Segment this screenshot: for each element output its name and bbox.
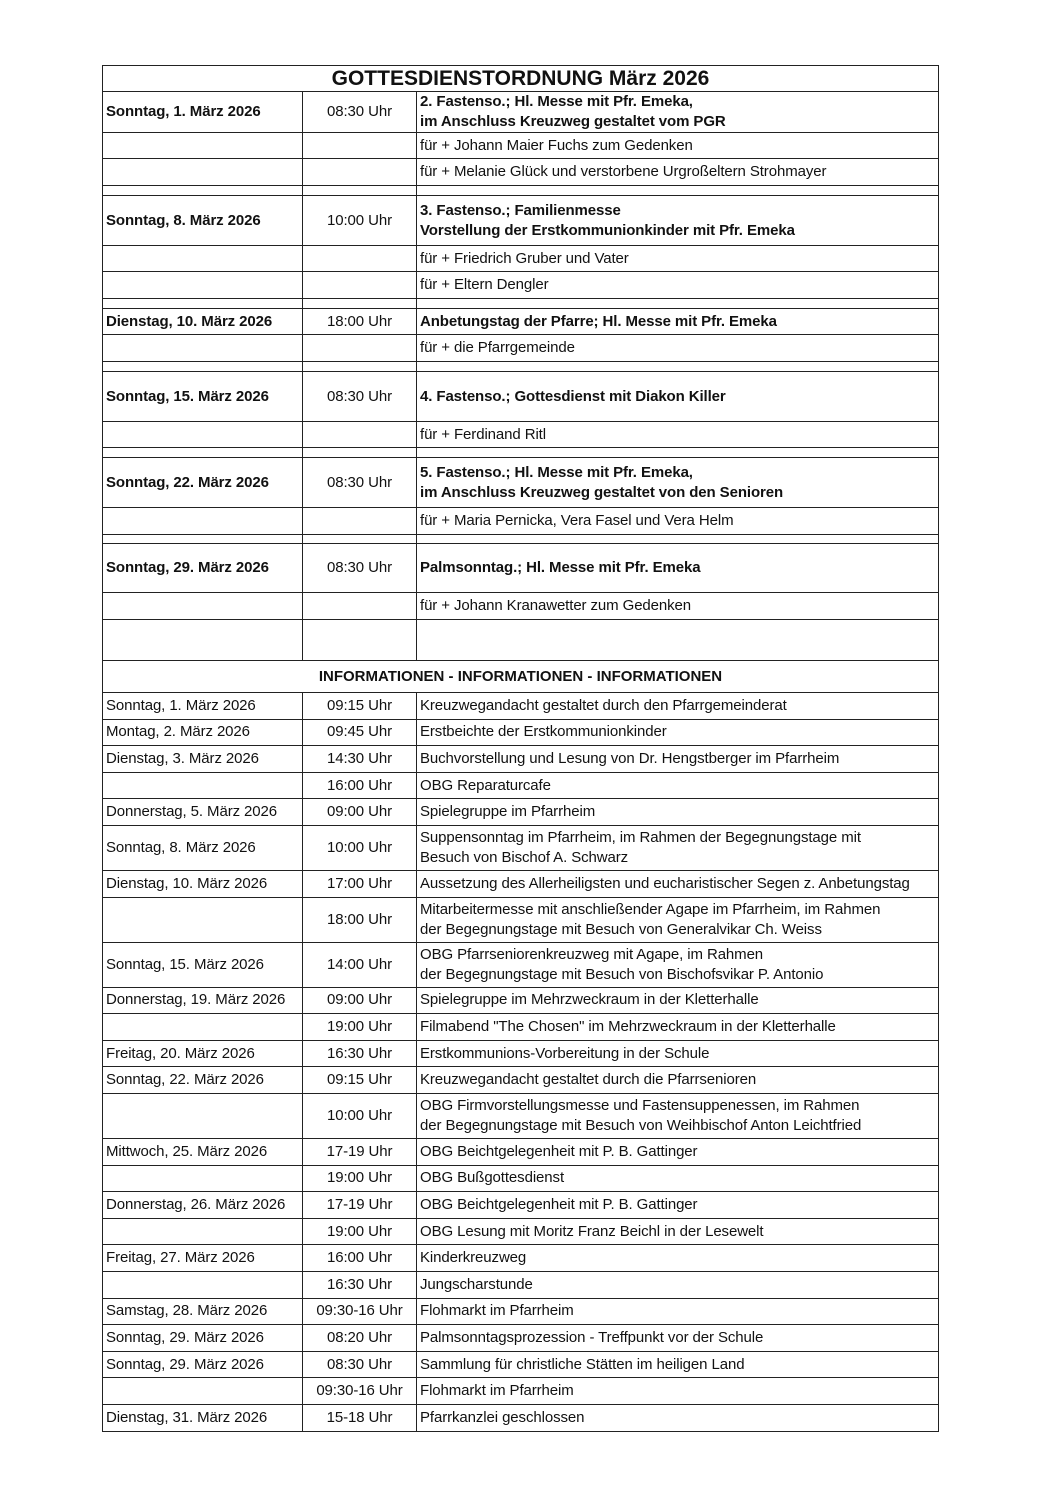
description-line: für + Ferdinand Ritl — [420, 425, 546, 443]
empty-cell — [416, 448, 939, 458]
date-cell — [102, 693, 302, 720]
empty-cell — [102, 186, 302, 196]
info-row — [102, 988, 939, 1015]
time-cell — [302, 943, 416, 988]
description-line: Suppensonntag im Pfarrheim, im Rahmen der Begegnungstage mit — [420, 829, 861, 846]
description-cell — [416, 1041, 939, 1068]
description-cell — [416, 246, 939, 272]
description-line: Kreuzwegandacht gestaltet durch den Pfarrgemeinderat — [420, 696, 787, 714]
info-row — [102, 1067, 939, 1094]
time-text: 10:00 Uhr — [327, 839, 392, 856]
description-cell — [416, 1325, 939, 1352]
description-line: für + Friedrich Gruber und Vater — [420, 249, 629, 267]
date-text: Dienstag, 10. März 2026 — [106, 312, 273, 330]
date-text: Sonntag, 29. März 2026 — [106, 559, 269, 576]
description-cell — [416, 1378, 939, 1405]
info-row — [102, 1014, 939, 1041]
time-text: 08:30 Uhr — [327, 473, 392, 491]
description-line: Aussetzung des Allerheiligsten und eucharistischer Segen z. Anbetungstag — [420, 874, 910, 892]
description-line: Spielegruppe im Mehrzweckraum in der Kletterhalle — [420, 991, 759, 1009]
description-cell — [416, 799, 939, 826]
date-text: Dienstag, 3. März 2026 — [106, 749, 259, 767]
empty-cell — [102, 620, 302, 661]
time-cell — [302, 508, 416, 535]
date-cell — [102, 746, 302, 773]
date-text: Sonntag, 1. März 2026 — [106, 696, 256, 714]
time-text: 09:15 Uhr — [327, 1071, 392, 1089]
description-line: Pfarrkanzlei geschlossen — [420, 1408, 585, 1426]
date-cell — [102, 1405, 302, 1432]
info-row — [102, 1245, 939, 1272]
time-text: 16:30 Uhr — [327, 1044, 392, 1062]
description-cell — [416, 133, 939, 159]
description-line: Palmsonntagsprozession - Treffpunkt vor der Schule — [420, 1328, 764, 1346]
time-cell — [302, 196, 416, 246]
description-cell — [416, 92, 939, 133]
description-line: für + Johann Maier Fuchs zum Gedenken — [420, 136, 693, 154]
description-line: Spielegruppe im Pfarrheim — [420, 803, 596, 821]
time-cell — [302, 1378, 416, 1405]
date-cell — [102, 196, 302, 246]
empty-cell — [302, 620, 416, 661]
page-title: GOTTESDIENSTORDNUNG März 2026 — [331, 66, 710, 90]
description-line: 3. Fastenso.; Familienmesse — [420, 201, 621, 219]
time-cell — [302, 593, 416, 620]
description-line: Jungscharstunde — [420, 1275, 533, 1293]
info-row — [102, 1352, 939, 1379]
services-row — [102, 508, 939, 535]
date-cell — [102, 1325, 302, 1352]
time-cell — [302, 1325, 416, 1352]
date-text: Dienstag, 10. März 2026 — [106, 874, 268, 892]
description-line: Sammlung für christliche Stätten im heiligen Land — [420, 1355, 745, 1373]
empty-cell — [102, 448, 302, 458]
time-text: 09:00 Uhr — [327, 803, 392, 821]
time-cell — [302, 1405, 416, 1432]
time-cell — [302, 1352, 416, 1379]
description-line: OBG Beichtgelegenheit mit P. B. Gattinger — [420, 1195, 698, 1213]
empty-cell — [416, 535, 939, 544]
time-cell — [302, 246, 416, 272]
time-text: 09:15 Uhr — [327, 696, 392, 714]
date-cell — [102, 898, 302, 943]
description-line: OBG Pfarrseniorenkreuzweg mit Agape, im Rahmen — [420, 945, 764, 963]
description-cell — [416, 372, 939, 422]
time-cell — [302, 133, 416, 159]
description-cell — [416, 335, 939, 362]
services-row — [102, 458, 939, 508]
services-row — [102, 422, 939, 448]
time-cell — [302, 92, 416, 133]
time-text: 16:00 Uhr — [327, 1249, 392, 1267]
info-row — [102, 871, 939, 898]
info-row — [102, 1378, 939, 1405]
date-cell — [102, 1166, 302, 1193]
time-text: 08:30 Uhr — [327, 1355, 392, 1373]
description-line: Erstbeichte der Erstkommunionkinder — [420, 723, 667, 741]
description-line: Buchvorstellung und Lesung von Dr. Hengstberger im Pfarrheim — [420, 749, 840, 767]
description-cell — [416, 943, 939, 988]
services-row — [102, 133, 939, 159]
date-cell — [102, 309, 302, 335]
description-line: Erstkommunions-Vorbereitung in der Schule — [420, 1044, 710, 1062]
info-row — [102, 898, 939, 943]
services-row — [102, 272, 939, 299]
date-text: Donnerstag, 26. März 2026 — [106, 1195, 286, 1213]
info-row — [102, 799, 939, 826]
description-cell — [416, 720, 939, 747]
date-text: Dienstag, 31. März 2026 — [106, 1408, 268, 1426]
date-text: Sonntag, 22. März 2026 — [106, 473, 269, 491]
time-cell — [302, 272, 416, 299]
description-line: OBG Beichtgelegenheit mit P. B. Gattinger — [420, 1142, 698, 1160]
date-cell — [102, 593, 302, 620]
description-cell — [416, 1219, 939, 1246]
services-row — [102, 544, 939, 593]
date-cell — [102, 1041, 302, 1068]
spacer-row — [102, 620, 939, 661]
time-cell — [302, 720, 416, 747]
description-cell — [416, 1405, 939, 1432]
description-line: für + Maria Pernicka, Vera Fasel und Vera Helm — [420, 512, 734, 529]
info-row — [102, 1041, 939, 1068]
description-cell — [416, 1245, 939, 1272]
date-text: Sonntag, 29. März 2026 — [106, 1355, 264, 1373]
time-cell — [302, 1041, 416, 1068]
description-cell — [416, 1067, 939, 1094]
info-heading-cell — [102, 661, 939, 693]
time-text: 08:30 Uhr — [327, 387, 392, 405]
time-text: 16:30 Uhr — [327, 1275, 392, 1293]
date-text: Samstag, 28. März 2026 — [106, 1302, 268, 1320]
empty-cell — [416, 299, 939, 309]
time-text: 10:00 Uhr — [327, 211, 392, 229]
description-cell — [416, 898, 939, 943]
time-text: 19:00 Uhr — [327, 1169, 392, 1187]
time-cell — [302, 799, 416, 826]
description-cell — [416, 508, 939, 535]
time-text: 09:30-16 Uhr — [316, 1382, 403, 1400]
description-line: Kinderkreuzweg — [420, 1249, 527, 1267]
description-line: OBG Lesung mit Moritz Franz Beichl in der Lesewelt — [420, 1222, 764, 1240]
time-cell — [302, 871, 416, 898]
spacer-row — [102, 362, 939, 372]
time-text: 18:00 Uhr — [327, 910, 392, 928]
description-line: für + die Pfarrgemeinde — [420, 339, 575, 356]
description-cell — [416, 988, 939, 1015]
info-row — [102, 1219, 939, 1246]
time-text: 08:30 Uhr — [327, 103, 392, 120]
empty-cell — [302, 535, 416, 544]
services-row — [102, 159, 939, 186]
services-row — [102, 92, 939, 133]
date-cell — [102, 544, 302, 593]
time-cell — [302, 773, 416, 800]
info-heading-row — [102, 661, 939, 693]
time-cell — [302, 746, 416, 773]
date-cell — [102, 826, 302, 871]
info-heading: INFORMATIONEN - INFORMATIONEN - INFORMATIONEN — [318, 668, 723, 685]
info-row — [102, 1139, 939, 1166]
time-text: 19:00 Uhr — [327, 1222, 392, 1240]
time-cell — [302, 826, 416, 871]
date-cell — [102, 458, 302, 508]
date-cell — [102, 1139, 302, 1166]
time-cell — [302, 693, 416, 720]
date-cell — [102, 372, 302, 422]
description-line: Flohmarkt im Pfarrheim — [420, 1382, 574, 1400]
description-cell — [416, 1139, 939, 1166]
date-cell — [102, 422, 302, 448]
description-line: Filmabend "The Chosen" im Mehrzweckraum in der Kletterhalle — [420, 1017, 836, 1035]
description-line: OBG Firmvorstellungsmesse und Fastensuppenessen, im Rahmen — [420, 1097, 860, 1114]
date-text: Sonntag, 15. März 2026 — [106, 387, 269, 405]
time-text: 09:00 Uhr — [327, 991, 392, 1009]
time-text: 08:30 Uhr — [327, 559, 392, 576]
empty-cell — [416, 620, 939, 661]
description-cell — [416, 1272, 939, 1299]
description-cell — [416, 773, 939, 800]
time-text: 17-19 Uhr — [326, 1142, 393, 1160]
description-line: für + Melanie Glück und verstorbene Urgroßeltern Strohmayer — [420, 163, 827, 180]
empty-cell — [302, 448, 416, 458]
empty-cell — [416, 362, 939, 372]
services-row — [102, 246, 939, 272]
empty-cell — [302, 186, 416, 196]
info-row — [102, 1094, 939, 1139]
info-row — [102, 720, 939, 747]
time-cell — [302, 544, 416, 593]
description-line: der Begegnungstage mit Besuch von Generalvikar Ch. Weiss — [420, 920, 822, 938]
description-cell — [416, 422, 939, 448]
title-cell — [102, 65, 939, 92]
time-cell — [302, 1299, 416, 1326]
info-row — [102, 826, 939, 871]
description-line: Flohmarkt im Pfarrheim — [420, 1302, 574, 1320]
description-cell — [416, 1352, 939, 1379]
description-cell — [416, 826, 939, 871]
date-cell — [102, 1272, 302, 1299]
description-cell — [416, 1299, 939, 1326]
date-text: Sonntag, 29. März 2026 — [106, 1328, 264, 1346]
empty-cell — [102, 535, 302, 544]
date-text: Sonntag, 22. März 2026 — [106, 1071, 264, 1089]
time-cell — [302, 1192, 416, 1219]
date-cell — [102, 773, 302, 800]
time-text: 09:45 Uhr — [327, 723, 392, 741]
description-cell — [416, 458, 939, 508]
date-text: Sonntag, 15. März 2026 — [106, 955, 264, 973]
info-row — [102, 1272, 939, 1299]
date-cell — [102, 1299, 302, 1326]
time-cell — [302, 335, 416, 362]
time-cell — [302, 1219, 416, 1246]
date-text: Donnerstag, 19. März 2026 — [106, 991, 286, 1009]
time-cell — [302, 309, 416, 335]
description-cell — [416, 1014, 939, 1041]
time-cell — [302, 1139, 416, 1166]
date-text: Donnerstag, 5. März 2026 — [106, 803, 278, 821]
date-cell — [102, 943, 302, 988]
date-cell — [102, 720, 302, 747]
date-text: Sonntag, 8. März 2026 — [106, 211, 261, 229]
empty-cell — [102, 362, 302, 372]
time-text: 15-18 Uhr — [326, 1408, 393, 1426]
info-row — [102, 1325, 939, 1352]
date-cell — [102, 508, 302, 535]
date-cell — [102, 871, 302, 898]
description-cell — [416, 544, 939, 593]
date-cell — [102, 988, 302, 1015]
services-row — [102, 593, 939, 620]
info-row — [102, 1299, 939, 1326]
services-row — [102, 372, 939, 422]
date-cell — [102, 272, 302, 299]
time-text: 08:20 Uhr — [327, 1328, 392, 1346]
date-cell — [102, 1219, 302, 1246]
date-cell — [102, 1192, 302, 1219]
date-cell — [102, 159, 302, 186]
info-row — [102, 1192, 939, 1219]
description-cell — [416, 159, 939, 186]
description-line: im Anschluss Kreuzweg gestaltet von den Senioren — [420, 483, 784, 501]
services-row — [102, 309, 939, 335]
spacer-row — [102, 448, 939, 458]
description-cell — [416, 746, 939, 773]
time-cell — [302, 372, 416, 422]
description-cell — [416, 693, 939, 720]
date-cell — [102, 1067, 302, 1094]
description-line: 2. Fastenso.; Hl. Messe mit Pfr. Emeka, — [420, 93, 693, 110]
title-row — [102, 65, 939, 92]
description-line: OBG Bußgottesdienst — [420, 1169, 565, 1187]
info-row — [102, 746, 939, 773]
info-row — [102, 943, 939, 988]
empty-cell — [302, 299, 416, 309]
time-cell — [302, 422, 416, 448]
date-text: Montag, 2. März 2026 — [106, 723, 250, 741]
date-cell — [102, 133, 302, 159]
time-text: 14:30 Uhr — [327, 749, 392, 767]
time-cell — [302, 458, 416, 508]
description-line: der Begegnungstage mit Besuch von Bischofsvikar P. Antonio — [420, 965, 824, 983]
description-line: im Anschluss Kreuzweg gestaltet vom PGR — [420, 113, 726, 130]
time-cell — [302, 988, 416, 1015]
description-cell — [416, 309, 939, 335]
time-text: 16:00 Uhr — [327, 776, 392, 794]
empty-cell — [302, 362, 416, 372]
date-cell — [102, 246, 302, 272]
time-cell — [302, 1272, 416, 1299]
description-cell — [416, 272, 939, 299]
description-cell — [416, 1192, 939, 1219]
date-text: Freitag, 20. März 2026 — [106, 1044, 255, 1062]
date-cell — [102, 1094, 302, 1139]
time-text: 14:00 Uhr — [327, 955, 392, 973]
time-cell — [302, 1166, 416, 1193]
empty-cell — [416, 186, 939, 196]
services-row — [102, 196, 939, 246]
date-cell — [102, 92, 302, 133]
time-cell — [302, 898, 416, 943]
date-cell — [102, 335, 302, 362]
description-cell — [416, 871, 939, 898]
description-line: Mitarbeitermesse mit anschließender Agape im Pfarrheim, im Rahmen — [420, 900, 881, 918]
date-text: Freitag, 27. März 2026 — [106, 1249, 255, 1267]
time-cell — [302, 1094, 416, 1139]
date-cell — [102, 1378, 302, 1405]
time-text: 10:00 Uhr — [327, 1107, 392, 1124]
date-cell — [102, 799, 302, 826]
description-line: Besuch von Bischof A. Schwarz — [420, 849, 629, 866]
time-text: 18:00 Uhr — [327, 312, 392, 330]
spacer-row — [102, 186, 939, 196]
date-text: Mittwoch, 25. März 2026 — [106, 1142, 268, 1160]
time-cell — [302, 1014, 416, 1041]
description-line: Kreuzwegandacht gestaltet durch die Pfarrsenioren — [420, 1071, 757, 1089]
spacer-row — [102, 299, 939, 309]
date-cell — [102, 1245, 302, 1272]
time-text: 17:00 Uhr — [327, 874, 392, 892]
date-text: Sonntag, 8. März 2026 — [106, 839, 256, 856]
date-text: Sonntag, 1. März 2026 — [106, 103, 261, 120]
time-cell — [302, 1067, 416, 1094]
info-row — [102, 773, 939, 800]
empty-cell — [102, 299, 302, 309]
description-line: 5. Fastenso.; Hl. Messe mit Pfr. Emeka, — [420, 463, 693, 481]
date-cell — [102, 1014, 302, 1041]
info-row — [102, 1166, 939, 1193]
date-cell — [102, 1352, 302, 1379]
description-line: für + Johann Kranawetter zum Gedenken — [420, 597, 692, 614]
description-line: 4. Fastenso.; Gottesdienst mit Diakon Killer — [420, 387, 726, 405]
description-cell — [416, 1166, 939, 1193]
description-line: OBG Reparaturcafe — [420, 776, 551, 794]
time-cell — [302, 159, 416, 186]
time-text: 19:00 Uhr — [327, 1017, 392, 1035]
services-row — [102, 335, 939, 362]
description-line: der Begegnungstage mit Besuch von Weihbischof Anton Leichtfried — [420, 1117, 862, 1134]
description-cell — [416, 1094, 939, 1139]
info-row — [102, 693, 939, 720]
description-line: Vorstellung der Erstkommunionkinder mit Pfr. Emeka — [420, 221, 795, 239]
description-cell — [416, 196, 939, 246]
description-cell — [416, 593, 939, 620]
time-text: 17-19 Uhr — [326, 1195, 393, 1213]
time-cell — [302, 1245, 416, 1272]
time-text: 09:30-16 Uhr — [316, 1302, 403, 1320]
info-row — [102, 1405, 939, 1432]
spacer-row — [102, 535, 939, 544]
description-line: Palmsonntag.; Hl. Messe mit Pfr. Emeka — [420, 559, 701, 576]
description-line: Anbetungstag der Pfarre; Hl. Messe mit Pfr. Emeka — [420, 312, 777, 330]
description-line: für + Eltern Dengler — [420, 276, 549, 293]
